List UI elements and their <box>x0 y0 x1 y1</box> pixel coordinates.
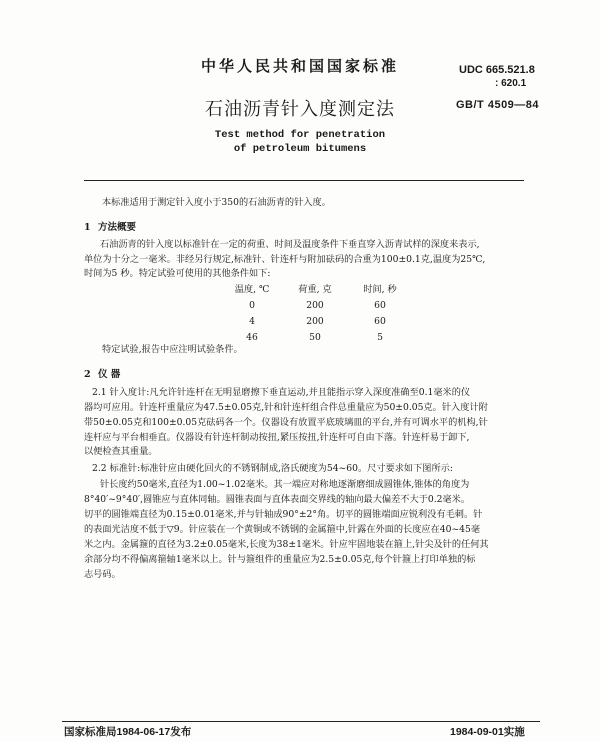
english-title-line1: Test method for penetration <box>214 129 386 141</box>
table-header-load: 荷重, 克 <box>298 284 332 295</box>
issue-date: 国家标准局1984-06-17发布 <box>64 726 192 738</box>
section-1-title: 方法概要 <box>98 222 137 233</box>
section-1-note: 特定试验,报告中应注明试验条件。 <box>102 344 243 355</box>
clause-2-1-line: 2.1 针入度计:凡允许针连杆在无明显磨擦下垂直运动,并且能指示穿入深度准确至0.1毫米的仪 <box>92 387 471 398</box>
clause-2-2-line: 志号码。 <box>84 569 121 580</box>
table-cell: 0 <box>249 300 255 311</box>
table-header-temperature: 温度, ℃ <box>234 284 270 295</box>
clause-2-1-line: 器均可应用。针连杆重量应为47.5±0.05克,针和针连杆组合件总重量应为50±0.05克。针入度计附 <box>84 402 488 413</box>
section-2-heading <box>84 366 120 380</box>
standard-code: GB/T 4509—84 <box>456 99 540 111</box>
section-1-paragraph-line: 石油沥青的针入度以标准针在一定的荷重、时间及温度条件下垂直穿入沥青试样的深度来表示, <box>100 239 480 250</box>
document-title: 石油沥青针入度测定法 <box>205 99 395 120</box>
clause-2-2-line: 8°40′~9°40′,圆锥应与直体同轴。圆锥表面与直体表面交界线的轴向最大偏差不大于0.2毫米。 <box>84 494 471 505</box>
org-title: 中华人民共和国国家标准 <box>200 57 399 75</box>
table-cell: 60 <box>374 316 386 327</box>
table-cell: 60 <box>374 300 386 311</box>
clause-2-1-line: 连杆应与平台相垂直。仪器设有针连杆制动按扭,紧压按扭,针连杆可自由下落。针连杆易于卸下, <box>84 432 470 443</box>
udc-code: UDC 665.521.8 <box>459 64 535 76</box>
clause-2-2-line: 米之内。金属箍的直径为3.2±0.05毫米,长度为38±1毫米。针应牢固地装在箍上,针尖及针的任何其 <box>84 539 489 550</box>
clause-2-2-line: 针长度约50毫米,直径为1.00~1.02毫米。其一端应对称地逐渐磨细成圆锥体,锥体的角度为 <box>100 479 470 490</box>
section-2-number: 2 <box>84 369 91 380</box>
clause-2-2-line: 2.2 标准针:标准针应由硬化回火的不锈钢制成,洛氏硬度为54~60。尺寸要求如下图所示: <box>92 463 453 474</box>
table-header-time: 时间, 秒 <box>363 284 397 295</box>
section-1-heading <box>84 219 136 233</box>
table-cell: 5 <box>377 332 383 343</box>
table-cell: 50 <box>309 332 321 343</box>
table-cell: 200 <box>306 316 324 327</box>
section-1-paragraph-line: 时间为5 秒。特定试验可使用的其他条件如下: <box>84 268 271 279</box>
section-2-title: 仪 器 <box>98 369 121 380</box>
english-title-line2: of petroleum bitumens <box>233 143 367 155</box>
table-cell: 200 <box>306 300 324 311</box>
clause-2-2-line: 切平的圆锥端直径为0.15±0.01毫米,并与针轴成90°±2°角。切平的圆锥端面应锐利没有毛刺。针 <box>84 509 483 520</box>
footer-divider <box>62 721 540 722</box>
clause-2-2-line: 的表面光洁度不低于▽9。针应装在一个黄铜或不锈钢的金属箍中,针露在外面的长度应在40~45毫 <box>84 524 481 535</box>
effective-date: 1984-09-01实施 <box>450 726 525 738</box>
table-cell: 4 <box>249 316 255 327</box>
clause-2-1-line: 带50±0.05克和100±0.05克砝码各一个。仪器设有放置平底玻璃皿的平台,并有可调水平的机构,针 <box>84 417 488 428</box>
section-1-paragraph-line: 单位为十分之一毫米。非经另行规定,标准针、针连杆与附加砝码的合重为100±0.1克,温度为25℃, <box>84 254 486 265</box>
udc-code-suffix: : 620.1 <box>495 78 527 89</box>
header-divider <box>84 180 524 181</box>
clause-2-2-line: 余部分均不得偏离箍轴1毫米以上。针与箍组件的重量应为2.5±0.05克,每个针箍上打印单独的标 <box>84 554 476 565</box>
section-1-number: 1 <box>84 222 91 233</box>
scope-statement: 本标准适用于测定针入度小于350的石油沥青的针入度。 <box>102 197 331 208</box>
clause-2-1-line: 以便检查其重量。 <box>84 446 158 457</box>
table-cell: 46 <box>246 332 258 343</box>
